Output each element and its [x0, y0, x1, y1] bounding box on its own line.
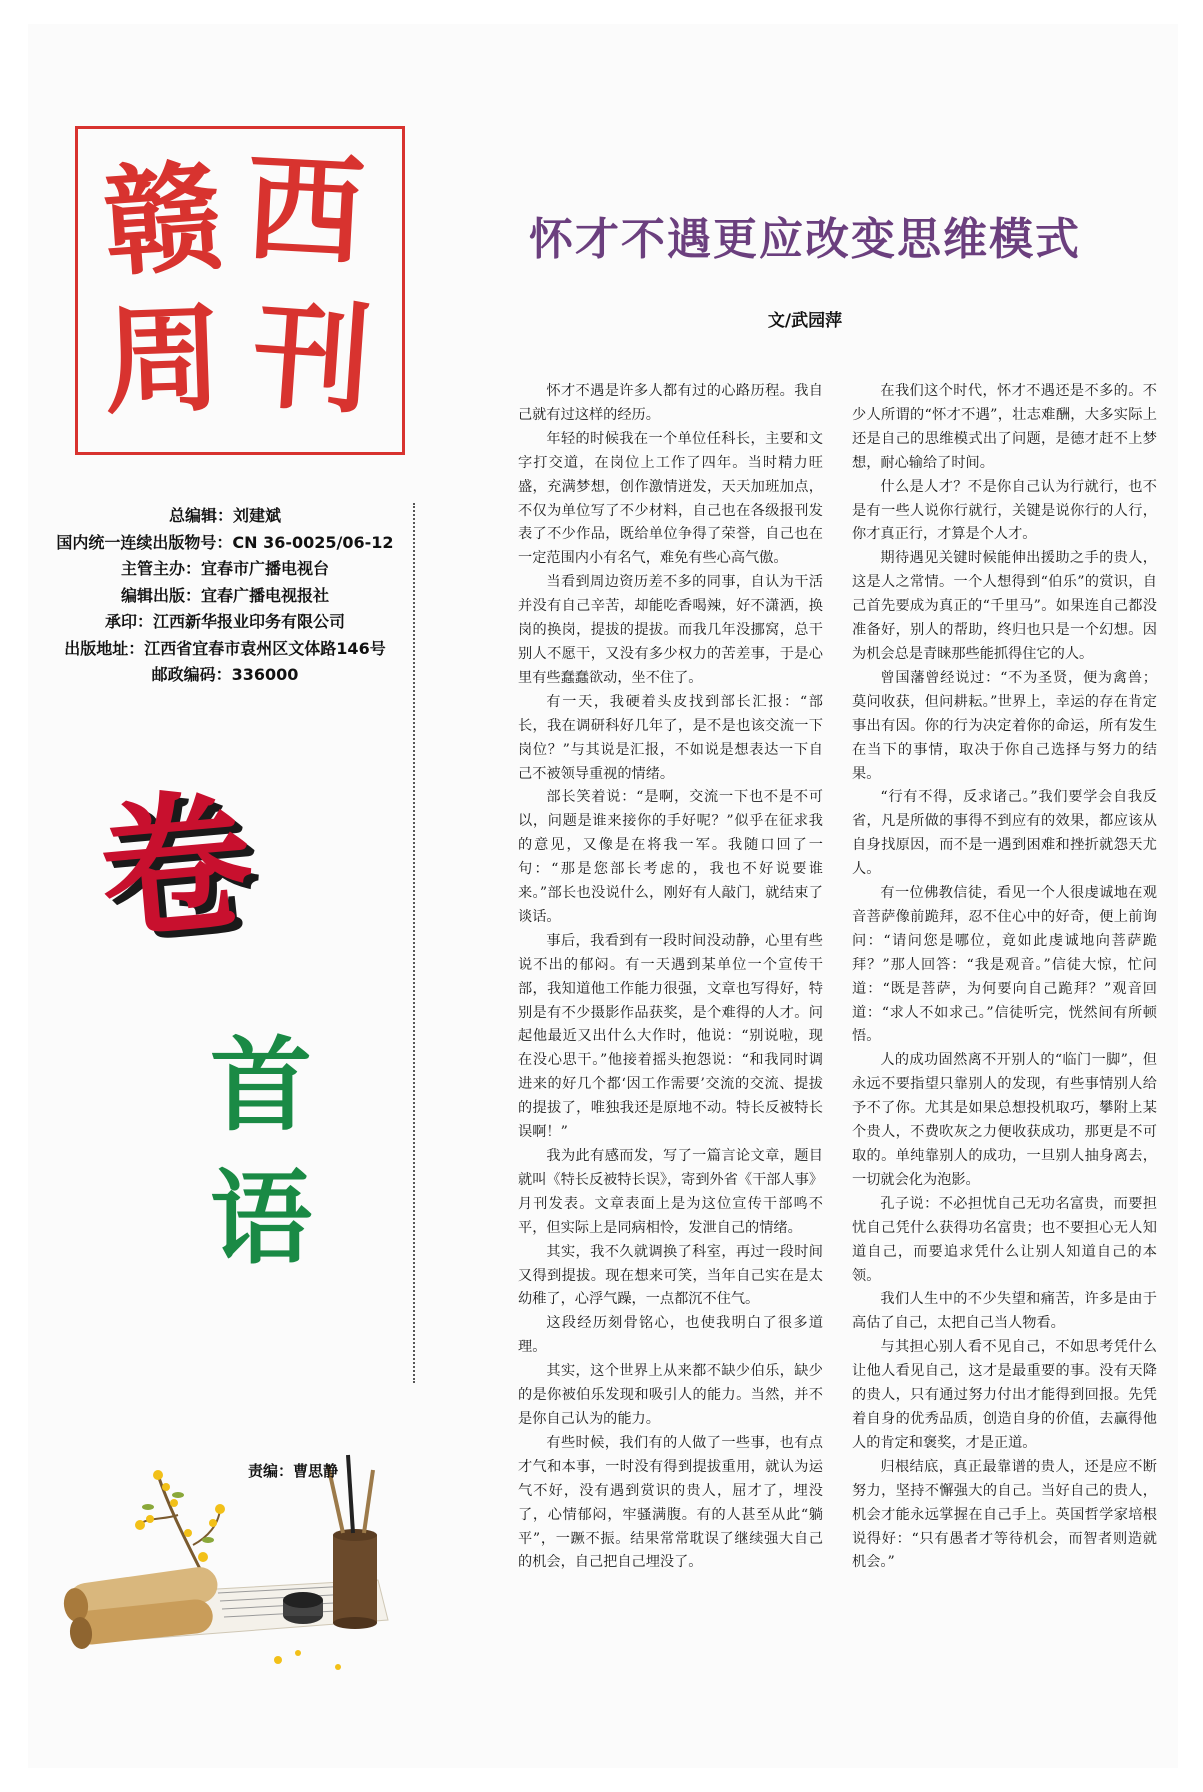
column-divider — [413, 503, 415, 1383]
sponsor: 主管主办：宜春市广播电视台 — [120, 559, 329, 578]
paragraph: 这段经历刻骨铭心，也使我明白了很多道理。 — [518, 1315, 823, 1356]
paragraph: 当看到周边资历差不多的同事，自认为干活并没有自己辛苦，却能吃香喝辣，好不潇洒，换岗的换岗，提拔的提拔。而我几年没挪窝，总干别人不愿干，又没有多少权力的苦差事，于是心里有些蠢蠢欲动，坐不住了。 — [518, 574, 823, 686]
masthead-char: 刊 — [248, 284, 376, 431]
masthead-char: 赣 — [99, 146, 227, 293]
ink-scroll-decoration-icon — [48, 1445, 398, 1675]
address: 出版地址：江西省宜春市袁州区文体路146号 — [64, 638, 386, 658]
responsible-editor: 责编：曹思静 — [248, 1462, 339, 1480]
paragraph: 有一位佛教信徒，看见一个人很虔诚地在观音菩萨像前跪拜，忍不住心中的好奇，便上前询问：“请问您是哪位，竟如此虔诚地向菩萨跪拜？”那人回答：“我是观音。”信徒大惊，忙问道：“既是菩萨，为何要向自己跪拜？”观音回道：“求人不如求己。”信徒听完，恍然间有所顿悟。 — [852, 885, 1157, 1045]
paragraph: 其实，这个世界上从来都不缺少伯乐，缺少的是你被伯乐发现和吸引人的能力。当然，并不是你自己认为的能力。 — [518, 1363, 823, 1427]
serial-number: 国内统一连续出版物号：CN 36-0025/06-12 — [56, 532, 394, 552]
paragraph: 与其担心别人看不见自己，不如思考凭什么让他人看见自己，这才是最重要的事。没有天降的贵人，只有通过努力付出才能得到回报。先凭着自身的优秀品质，创造自身的价值，去赢得他人的肯定和褒奖，才是正道。 — [852, 1339, 1157, 1451]
paragraph: 期待遇见关键时候能伸出援助之手的贵人，这是人之常情。一个人想得到“伯乐”的赏识，自己首先要成为真正的“千里马”。如果连自己都没准备好，别人的帮助，终归也只是一个幻想。因为机会总是青睐那些能抓得住它的人。 — [852, 550, 1157, 662]
publisher: 编辑出版：宜春广播电视报社 — [120, 585, 329, 605]
article-column-left — [518, 380, 823, 1575]
paragraph: 其实，我不久就调换了科室，再过一段时间又得到提拔。现在想来可笑，当年自己实在是太幼稚了，心浮气躁，一点都沉不住气。 — [518, 1243, 823, 1308]
masthead-logo — [75, 126, 405, 455]
paragraph: 事后，我看到有一段时间没动静，心里有些说不出的郁闷。有一天遇到某单位一个宣传干部，我知道他工作能力很强，文章也写得好，特别是有不少摄影作品获奖，是个难得的人才。问起他最近又出什么大作时，他说：“别说啦，现在没心思干。”他接着摇头抱怨说：“和我同时调进来的好几个都‘因工作需要’交流的交流、提拔的提拔了，唯独我还是原地不动。特长反被特长误啊！” — [518, 932, 823, 1141]
masthead-char: 西 — [242, 137, 368, 282]
paragraph: 有一天，我硬着头皮找到部长汇报：“部长，我在调研科好几年了，是不是也该交流一下岗位？”与其说是汇报，不如说是想表达一下自己不被领导重视的情绪。 — [518, 693, 823, 782]
paragraph: 部长笑着说：“是啊，交流一下也不是不可以，问题是谁来接你的手好呢？”似乎在征求我的意见，又像是在将我一军。我随口回了一句：“那是您部长考虑的，我也不好说要谁来。”部长也没说什么，刚好有人敲门，就结束了谈话。 — [518, 789, 823, 925]
paragraph: 孔子说：不必担忧自己无功名富贵，而要担忧自己凭什么获得功名富贵；也不要担心无人知道自己，而要追求凭什么让别人知道自己的本领。 — [852, 1195, 1157, 1284]
article-column-right — [852, 380, 1157, 1575]
chief-editor: 总编辑：刘建斌 — [168, 506, 281, 525]
paragraph: 什么是人才？不是你自己认为行就行，也不是有一些人说你行就行，关键是说你行的人行，你才真正行，才算是个人才。 — [852, 478, 1157, 543]
paragraph: 我为此有感而发，写了一篇言论文章，题目就叫《特长反被特长误》，寄到外省《干部人事》月刊发表。文章表面上是为这位宣传干部鸣不平，但实际上是同病相怜，发泄自己的情绪。 — [518, 1148, 824, 1236]
paragraph: 曾国藩曾经说过：“不为圣贤，便为禽兽；莫问收获，但问耕耘。”世界上，幸运的存在肯定事出有因。你的行为决定着你的命运，所有发生在当下的事情，取决于你自己选择与努力的结果。 — [852, 669, 1157, 782]
printer: 承印：江西新华报业印务有限公司 — [104, 612, 345, 631]
section-title-juan: 卷 — [92, 769, 260, 962]
postcode: 邮政编码：336000 — [151, 665, 299, 684]
paragraph: 人的成功固然离不开别人的“临门一脚”，但永远不要指望只靠别人的发现，有些事情别人给予不了你。尤其是如果总想投机取巧，攀附上某个贵人，不费吹灰之力便收获成功，那更是不可取的。单纯靠别人的成功，一旦别人抽身离去，一切就会化为泡影。 — [852, 1052, 1157, 1188]
publication-info — [30, 503, 420, 689]
section-title-shou: 首 — [210, 1026, 312, 1146]
article-byline: 文/武园萍 — [767, 311, 843, 331]
paragraph: “行有不得，反求诸己。”我们要学会自我反省，凡是所做的事得不到应有的效果，都应该从自身找原因，而不是一遇到困难和挫折就怨天尤人。 — [852, 789, 1157, 878]
paragraph: 归根结底，真正最靠谱的贵人，还是应不断努力，坚持不懈强大的自己。当好自己的贵人，机会才能永远掌握在自己手上。英国哲学家培根说得好：“只有愚者才等待机会，而智者则造就机会。” — [852, 1458, 1157, 1571]
paragraph: 我们人生中的不少失望和痛苦，许多是由于高估了自己，太把自己当人物看。 — [852, 1291, 1157, 1332]
paragraph: 年轻的时候我在一个单位任科长，主要和文字打交道，在岗位上工作了四年。当时精力旺盛，充满梦想，创作激情迸发，天天加班加点，不仅为单位写了不少材料，自己也在各级报刊发表了不少作品，既给单位争得了荣誉，自己也在一定范围内小有名气，难免有些心高气傲。 — [518, 430, 823, 567]
paragraph: 在我们这个时代，怀才不遇还是不多的。不少人所谓的“怀才不遇”，壮志难酬，大多实际上还是自己的思维模式出了问题，是德才赶不上梦想，耐心输给了时间。 — [852, 383, 1157, 471]
masthead-char: 周 — [101, 287, 225, 432]
section-title-yu: 语 — [210, 1159, 312, 1279]
paragraph: 有些时候，我们有的人做了一些事，也有点才气和本事，一时没有得到提拔重用，就认为运气不好，没有遇到赏识的贵人，屈才了，埋没了，心情郁闷，牢骚满腹。有的人甚至从此“躺平”，一蹶不振。结果常常耽误了继续强大自己的机会，自己把自己埋没了。 — [518, 1434, 823, 1571]
paragraph: 怀才不遇是许多人都有过的心路历程。我自己就有过这样的经历。 — [518, 383, 823, 423]
article-title: 怀才不遇更应改变思维模式 — [529, 214, 1081, 265]
